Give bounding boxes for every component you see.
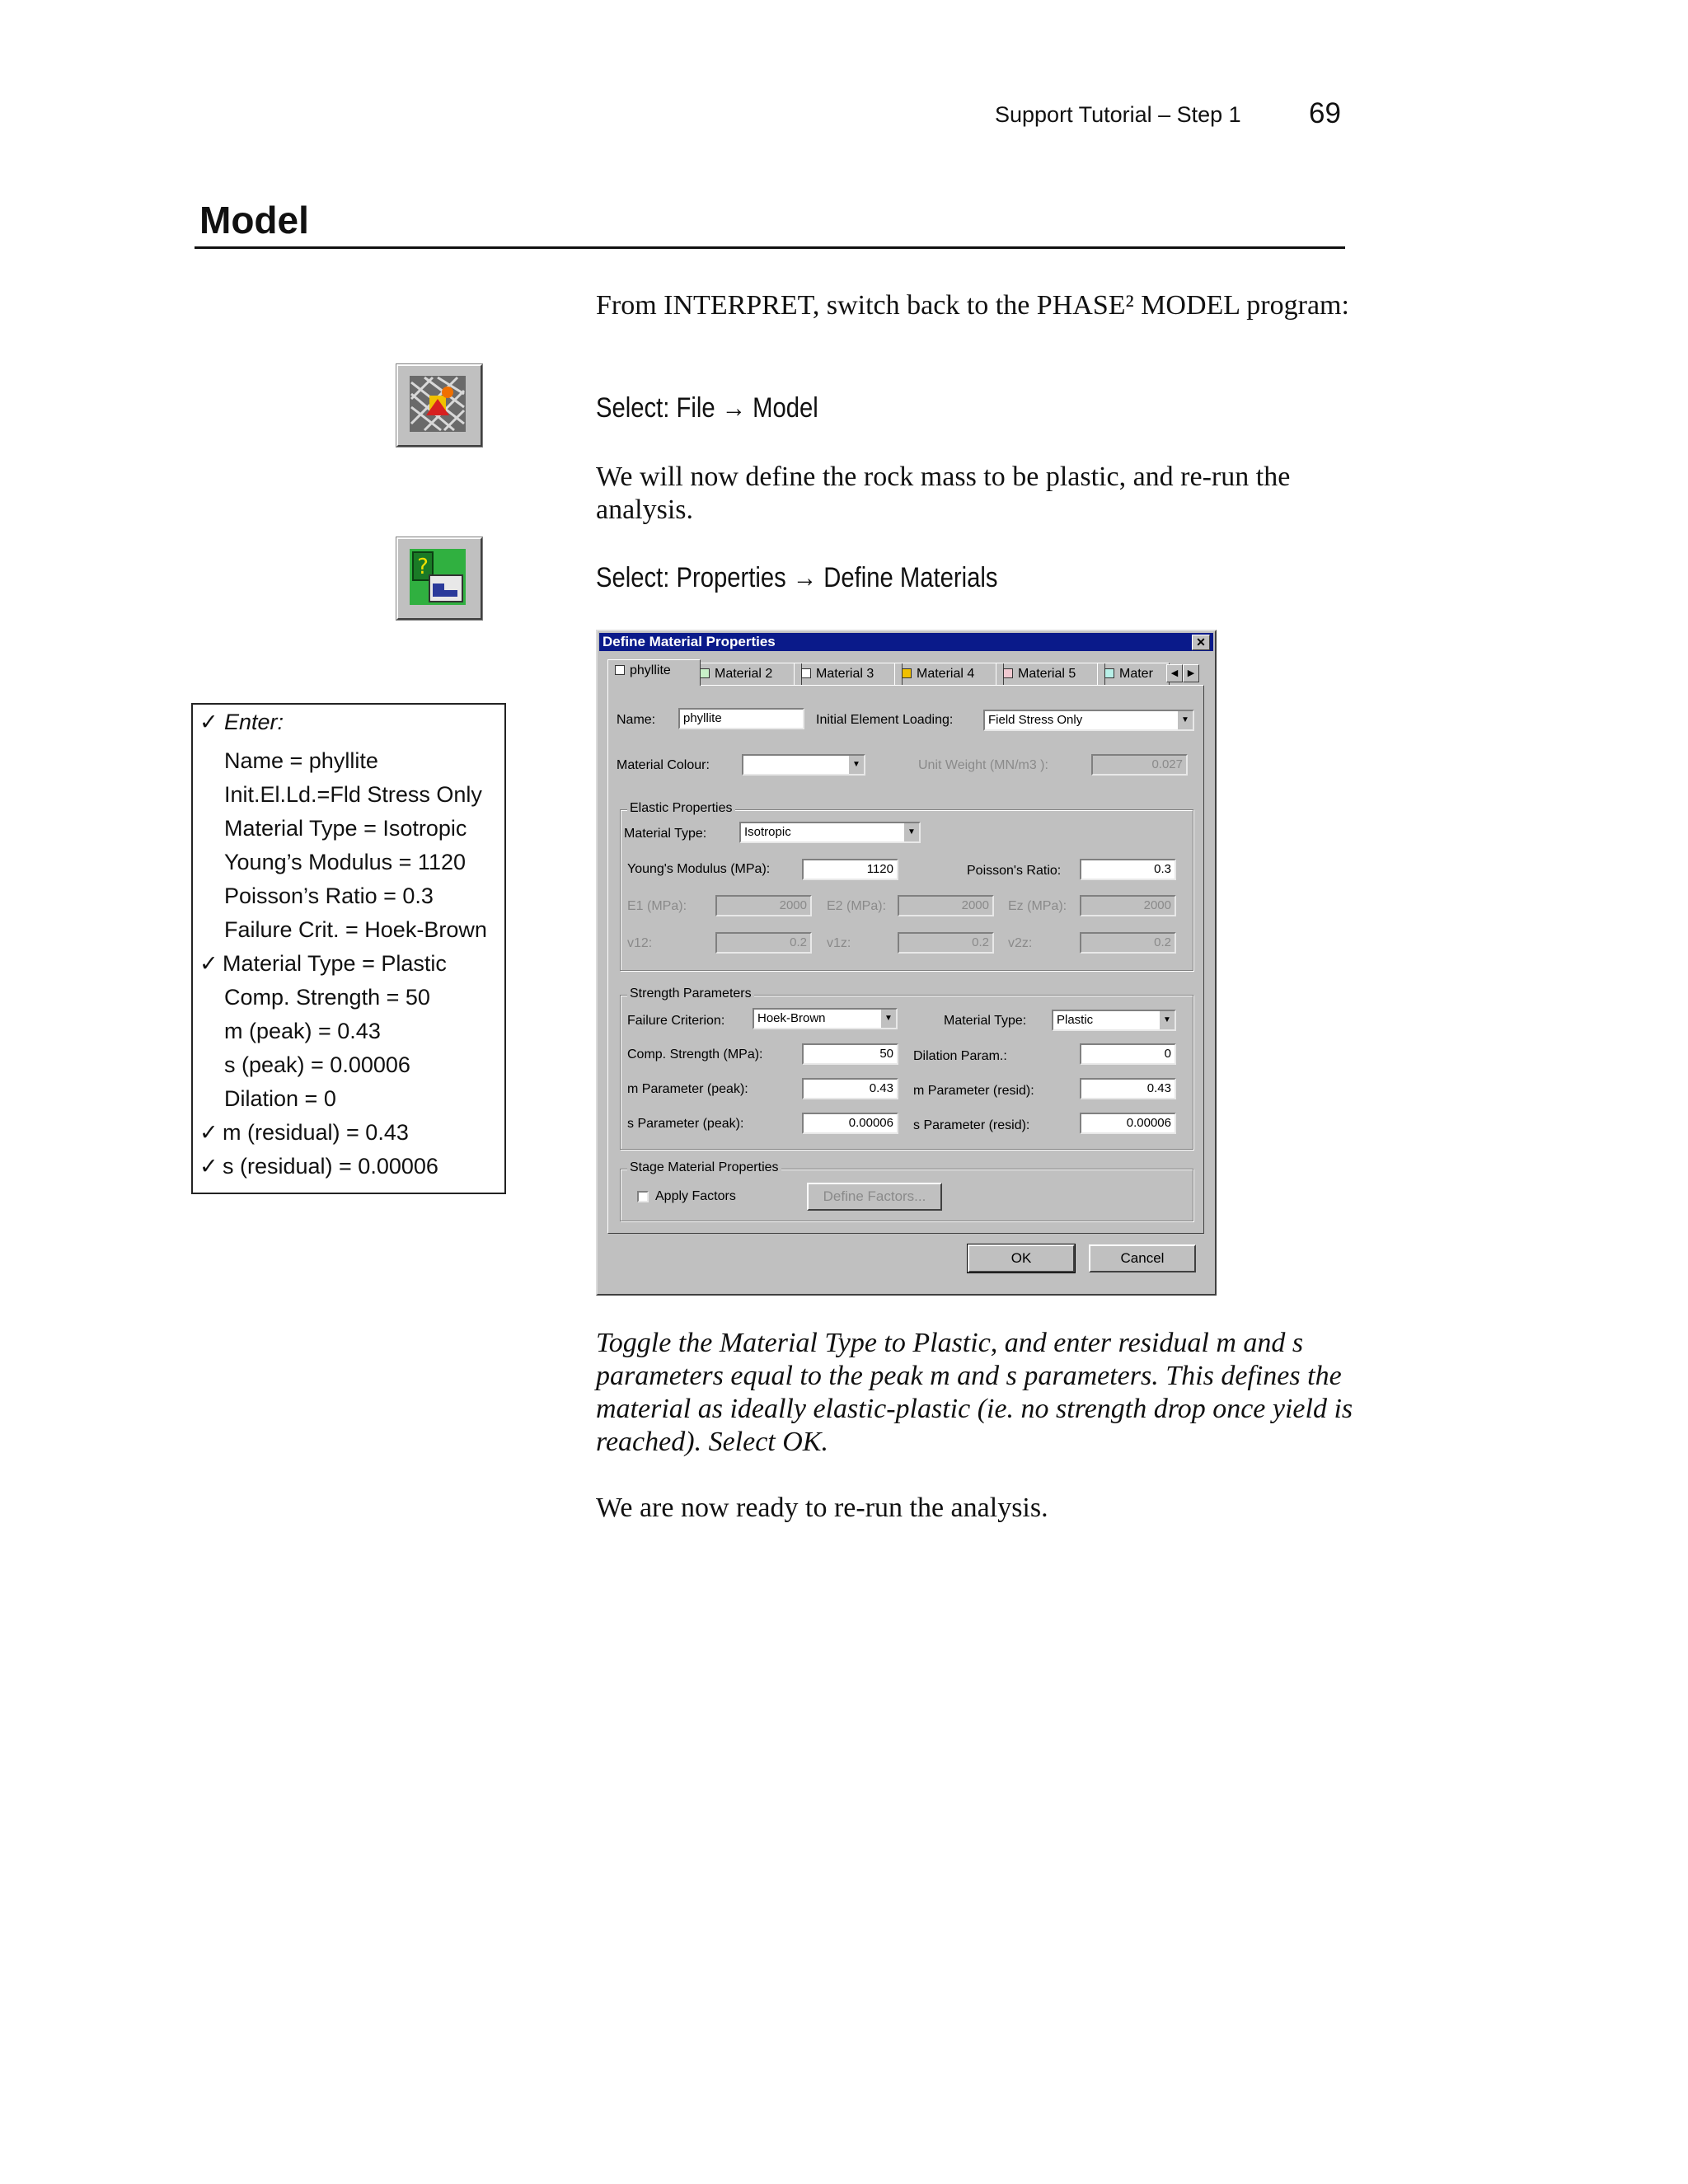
material-colour-swatch [615, 665, 625, 675]
enter-item: s (residual) = 0.00006 [223, 1154, 438, 1179]
running-header: Support Tutorial – Step 1 [995, 102, 1241, 127]
initial-loading-label: Initial Element Loading: [816, 713, 954, 727]
paragraph-toggle-plastic: Toggle the Material Type to Plastic, and enter residual m and s parameters equal to the peak m and s parameters. This defines the material as ideally elastic-plastic (ie. no strength drop once yield is reached). Select OK. [596, 1328, 1353, 1457]
m-peak-input[interactable]: 0.43 [802, 1078, 898, 1099]
define-factors-button[interactable]: Define Factors... [807, 1183, 942, 1211]
ez-label: Ez (MPa): [1008, 899, 1067, 913]
enter-item: Init.El.Ld.=Fld Stress Only [224, 782, 482, 807]
paragraph-ready-rerun: We are now ready to re-run the analysis. [596, 1493, 1048, 1523]
chevron-down-icon[interactable]: ▼ [903, 823, 919, 841]
material-colour-swatch [700, 668, 710, 678]
failure-criterion-value: Hoek-Brown [757, 1011, 826, 1025]
tab-label: Material 5 [1018, 667, 1076, 681]
s-peak-label: s Parameter (peak): [627, 1117, 744, 1131]
m-peak-label: m Parameter (peak): [627, 1082, 748, 1096]
instruction-select-file-model: Select: File → Model [596, 392, 818, 424]
elastic-material-type-label: Material Type: [624, 827, 707, 841]
e2-label: E2 (MPa): [827, 899, 887, 913]
tab-material-3[interactable] [794, 663, 903, 685]
enter-check-mark: ✓ [199, 1120, 218, 1145]
tab-label: phyllite [630, 663, 671, 677]
s-peak-input[interactable]: 0.00006 [802, 1113, 898, 1134]
failure-criterion-label: Failure Criterion: [627, 1014, 725, 1028]
material-colour-swatch [902, 668, 912, 678]
define-material-properties-dialog [596, 630, 1217, 1296]
svg-text:?: ? [417, 555, 429, 579]
e1-label: E1 (MPa): [627, 899, 687, 913]
tab-phyllite[interactable] [607, 659, 701, 686]
youngs-modulus-input[interactable]: 1120 [802, 859, 898, 880]
section-rule [195, 246, 1345, 249]
elastic-material-type-select[interactable] [739, 822, 921, 843]
v12-input[interactable]: 0.2 [715, 932, 812, 954]
strength-parameters-group [620, 987, 1193, 1150]
e2-input[interactable]: 2000 [898, 895, 994, 916]
model-switch-icon-graphic [408, 374, 467, 434]
enter-heading: Enter: [224, 710, 284, 734]
enter-item: Young’s Modulus = 1120 [224, 850, 466, 874]
name-input[interactable]: phyllite [678, 708, 804, 729]
enter-check-mark: ✓ [199, 710, 218, 734]
tab-material-4[interactable] [894, 663, 1004, 685]
material-colour-label: Material Colour: [617, 758, 710, 772]
strength-material-type-select[interactable] [1052, 1010, 1176, 1031]
tab-mater[interactable] [1097, 663, 1170, 685]
m-resid-label: m Parameter (resid): [913, 1084, 1034, 1098]
enter-item: Failure Crit. = Hoek-Brown [224, 917, 487, 942]
apply-factors-checkbox[interactable] [637, 1191, 649, 1202]
enter-check-mark: ✓ [199, 951, 218, 976]
cancel-button[interactable]: Cancel [1089, 1244, 1196, 1272]
unit-weight-input[interactable]: 0.027 [1091, 754, 1188, 776]
chevron-down-icon[interactable]: ▼ [880, 1010, 896, 1028]
page-number: 69 [1309, 97, 1341, 129]
comp-strength-label: Comp. Strength (MPa): [627, 1047, 763, 1062]
material-colour-swatch [1104, 668, 1114, 678]
tab-label: Material 4 [917, 667, 975, 681]
section-title: Model [199, 199, 309, 241]
enter-item: Material Type = Isotropic [224, 816, 467, 841]
s-resid-label: s Parameter (resid): [913, 1118, 1030, 1132]
v2z-input[interactable]: 0.2 [1080, 932, 1176, 954]
dilation-label: Dilation Param.: [913, 1049, 1007, 1063]
paragraph-switch-model: From INTERPRET, switch back to the PHASE² MODEL program: [596, 290, 1349, 321]
name-label: Name: [617, 713, 656, 727]
initial-loading-select[interactable] [983, 710, 1194, 731]
initial-loading-value: Field Stress Only [988, 713, 1083, 727]
elastic-material-type-value: Isotropic [744, 825, 791, 839]
youngs-modulus-label: Young's Modulus (MPa): [627, 862, 771, 876]
enter-item: Comp. Strength = 50 [224, 985, 430, 1010]
stage-material-properties-group [620, 1160, 1193, 1221]
define-materials-icon[interactable] [396, 537, 482, 620]
tab-material-2[interactable] [692, 663, 802, 685]
comp-strength-input[interactable]: 50 [802, 1043, 898, 1065]
strength-parameters-title: Strength Parameters [627, 987, 754, 1001]
tab-material-5[interactable] [996, 663, 1105, 685]
v1z-input[interactable]: 0.2 [898, 932, 994, 954]
elastic-properties-title: Elastic Properties [627, 801, 735, 816]
enter-item: Poisson’s Ratio = 0.3 [224, 883, 434, 908]
dialog-title: Define Material Properties [603, 634, 776, 649]
tab-label: Material 2 [715, 667, 773, 681]
enter-item: Name = phyllite [224, 748, 378, 773]
enter-values-box [191, 703, 506, 1194]
s-resid-input[interactable]: 0.00006 [1080, 1113, 1176, 1134]
tab-scroll-left-icon[interactable]: ◀ [1166, 664, 1183, 682]
close-icon[interactable]: ✕ [1192, 635, 1210, 650]
dialog-title-bar[interactable] [599, 633, 1213, 651]
material-colour-select[interactable] [742, 754, 865, 776]
material-colour-swatch [1003, 668, 1013, 678]
tab-label: Mater [1119, 667, 1153, 681]
stage-material-properties-title: Stage Material Properties [627, 1160, 781, 1175]
strength-material-type-value: Plastic [1057, 1013, 1094, 1027]
ez-input[interactable]: 2000 [1080, 895, 1176, 916]
chevron-down-icon[interactable]: ▼ [1159, 1011, 1175, 1029]
material-panel [607, 685, 1204, 1234]
enter-item: m (residual) = 0.43 [223, 1120, 409, 1145]
enter-item: Dilation = 0 [224, 1086, 336, 1111]
m-resid-input[interactable]: 0.43 [1080, 1078, 1176, 1099]
enter-item: s (peak) = 0.00006 [224, 1052, 410, 1077]
ok-button[interactable]: OK [968, 1244, 1075, 1272]
instruction-select-define-materials: Select: Properties → Define Materials [596, 562, 998, 593]
chevron-down-icon[interactable]: ▼ [1177, 711, 1193, 729]
unit-weight-label: Unit Weight (MN/m3 ): [918, 758, 1048, 772]
poissons-ratio-input[interactable]: 0.3 [1080, 859, 1176, 880]
tab-label: Material 3 [816, 667, 874, 681]
v12-label: v12: [627, 936, 653, 950]
enter-item: Material Type = Plastic [223, 951, 447, 976]
v1z-label: v1z: [827, 936, 851, 950]
enter-item: m (peak) = 0.43 [224, 1019, 381, 1043]
v2z-label: v2z: [1008, 936, 1033, 950]
tab-scroll-right-icon[interactable]: ▶ [1183, 664, 1199, 682]
strength-material-type-label: Material Type: [944, 1014, 1027, 1028]
enter-check-mark: ✓ [199, 1154, 218, 1179]
material-colour-swatch [801, 668, 811, 678]
dilation-input[interactable]: 0 [1080, 1043, 1176, 1065]
chevron-down-icon[interactable]: ▼ [848, 756, 864, 774]
material-tabs [607, 661, 1201, 686]
elastic-properties-group [620, 801, 1193, 971]
paragraph-define-plastic: We will now define the rock mass to be plastic, and re-run the analysis. [596, 462, 1291, 525]
model-switch-icon[interactable] [396, 364, 482, 447]
e1-input[interactable]: 2000 [715, 895, 812, 916]
poissons-ratio-label: Poisson's Ratio: [967, 864, 1062, 878]
failure-criterion-select[interactable] [753, 1008, 898, 1029]
apply-factors-label: Apply Factors [655, 1189, 736, 1203]
define-materials-icon-graphic [408, 547, 467, 607]
